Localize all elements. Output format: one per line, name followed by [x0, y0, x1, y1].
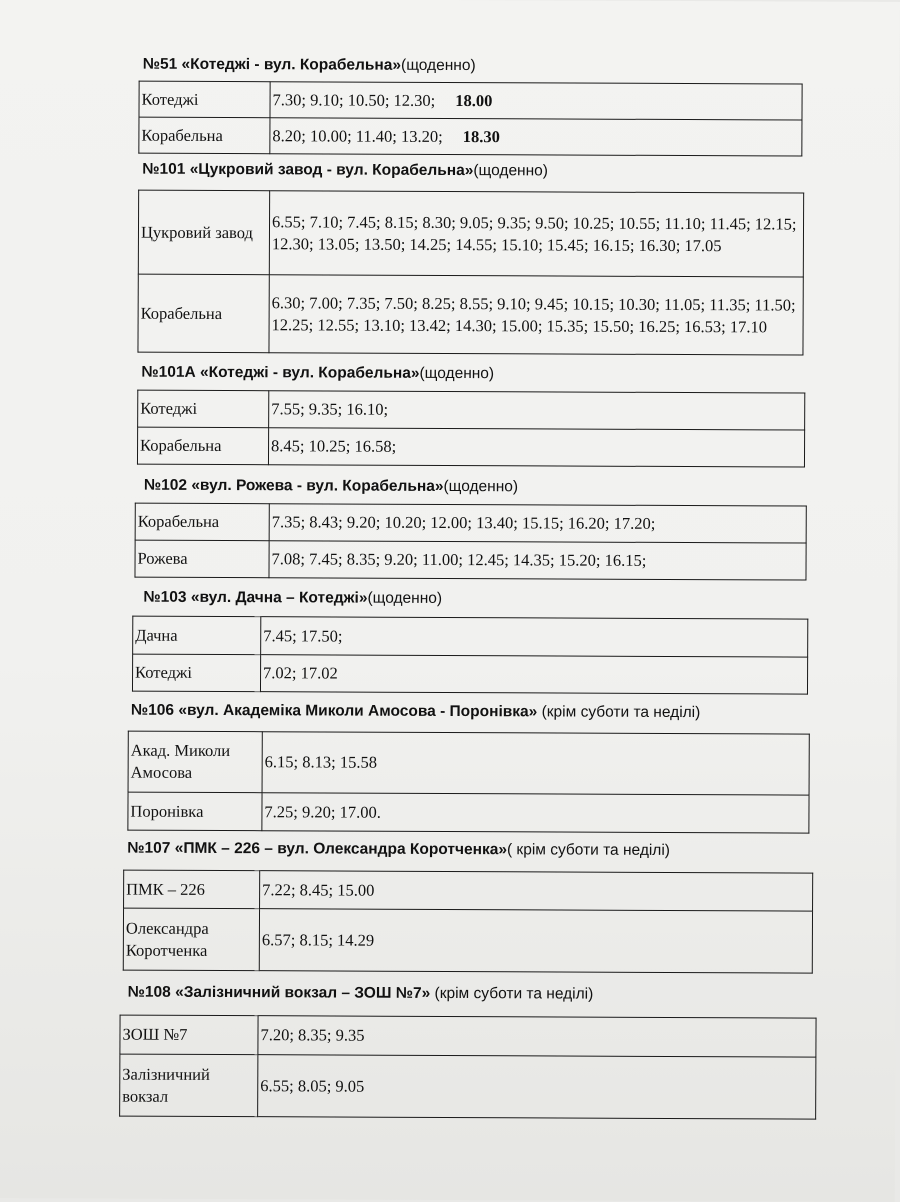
route-days: ( крім суботи та неділі)	[506, 841, 671, 859]
route-108-title	[128, 984, 594, 1004]
stop-name: Поронівка	[128, 792, 262, 831]
route-107-title	[127, 840, 670, 860]
stop-name: Цукровий завод	[138, 190, 269, 275]
route-102-table	[134, 503, 806, 581]
table-row	[128, 731, 809, 795]
stop-name: ПМК – 226	[124, 870, 260, 909]
stop-name: Котеджі	[132, 654, 260, 692]
departure-times: 7.25; 9.20; 17.00.	[262, 793, 809, 833]
route-days: (крім суботи та неділі)	[541, 703, 701, 722]
route-name: «вул. Академіка Миколи Амосова - Поронівка»	[178, 701, 538, 721]
route-number: №101	[142, 160, 186, 178]
table-row	[128, 792, 809, 833]
stop-name: Котеджі	[139, 81, 270, 118]
route-days: (щоденно)	[473, 162, 549, 180]
departure-times: 6.57; 8.15; 14.29	[259, 909, 812, 973]
route-106-title	[131, 702, 700, 722]
stop-name: ЗОШ №7	[120, 1015, 258, 1055]
table-row	[139, 117, 802, 156]
route-108-table	[119, 1015, 816, 1120]
route-102-title	[144, 477, 518, 497]
departure-times: 7.55; 9.35; 16.10;	[269, 391, 805, 430]
departure-times: 6.55; 7.10; 7.45; 8.15; 8.30; 9.05; 9.35; 9.50; 10.25; 10.55; 11.10; 11.45; 12.15; 12.30; 13.05; 13.50; 14.25; 14.55; 15.10; 15.45; 16.15; 16.30; 17.05	[269, 191, 803, 277]
route-days: (щоденно)	[367, 589, 443, 607]
route-name: «Цукровий завод - вул. Корабельна»	[189, 160, 474, 180]
route-name: «Котеджі - вул. Корабельна»	[181, 55, 402, 74]
route-51-title	[143, 56, 476, 75]
table-row	[123, 908, 812, 973]
departure-times: 6.30; 7.00; 7.35; 7.50; 8.25; 8.55; 9.10; 9.45; 10.15; 10.30; 11.05; 11.35; 11.50; 12.25; 12.55; 13.10; 13.42; 14.30; 15.00; 15.35; 15.50; 16.25; 16.53; 17.10	[269, 275, 803, 355]
table-row	[132, 654, 807, 694]
table-row	[133, 616, 808, 657]
route-days: (щоденно)	[443, 477, 519, 496]
table-row	[120, 1015, 816, 1057]
route-103-table	[132, 616, 808, 695]
departure-times: 8.45; 10.25; 16.58;	[268, 428, 804, 467]
table-row	[120, 1054, 816, 1119]
route-101a-table	[137, 390, 805, 468]
table-row	[139, 81, 802, 120]
stop-name: Акад. Миколи Амосова	[128, 731, 262, 793]
route-name: «вул. Рожева - вул. Корабельна»	[191, 476, 444, 495]
route-days: (щоденно)	[419, 364, 495, 383]
stop-name: Котеджі	[138, 390, 269, 428]
table-row	[138, 390, 805, 430]
table-row	[135, 540, 806, 580]
route-103-title	[143, 589, 442, 608]
route-107-table	[123, 870, 813, 974]
route-number: №101А	[141, 363, 196, 381]
route-name: «Котеджі - вул. Корабельна»	[199, 363, 420, 382]
route-number: №103	[143, 588, 187, 606]
stop-name: Рожева	[135, 540, 269, 578]
stop-name: Корабельна	[138, 274, 269, 353]
route-101-table	[137, 190, 804, 356]
departure-times: 7.22; 8.45; 15.00	[260, 871, 813, 911]
route-number: №51	[142, 55, 178, 73]
stop-name: Дачна	[133, 616, 261, 655]
route-101a-title	[141, 364, 494, 384]
stop-name: Корабельна	[135, 503, 269, 541]
route-days: (крім суботи та неділі)	[434, 984, 594, 1003]
departure-times: 7.30; 9.10; 10.50; 12.30; 18.00	[270, 82, 802, 120]
stop-name: Корабельна	[139, 117, 270, 154]
departure-times: 6.55; 8.05; 9.05	[258, 1055, 816, 1119]
route-number: №107	[127, 839, 171, 857]
table-row	[135, 503, 806, 543]
departure-times: 7.45; 17.50;	[261, 617, 808, 657]
route-name: «Залізничний вокзал – ЗОШ №7»	[175, 983, 431, 1002]
table-row	[137, 427, 804, 467]
route-name: «вул. Дачна – Котеджі»	[190, 588, 368, 607]
stop-name: Залізничний вокзал	[120, 1054, 258, 1117]
last-departure: 18.30	[462, 126, 500, 146]
departure-times: 7.20; 8.35; 9.35	[258, 1016, 816, 1057]
last-departure: 18.00	[455, 90, 493, 110]
route-51-table	[138, 81, 802, 157]
table-row	[138, 190, 803, 277]
route-number: №102	[143, 476, 188, 494]
route-days: (щоденно)	[401, 56, 476, 75]
stop-name: Корабельна	[137, 427, 268, 465]
route-number: №106	[130, 701, 175, 719]
departure-times: 7.02; 17.02	[260, 655, 807, 694]
departure-times: 7.08; 7.45; 8.35; 9.20; 11.00; 12.45; 14.35; 15.20; 16.15;	[269, 541, 806, 580]
departure-times: 7.35; 8.43; 9.20; 10.20; 12.00; 13.40; 15.15; 16.20; 17.20;	[269, 504, 806, 543]
route-101-title	[142, 161, 548, 181]
departure-times: 8.20; 10.00; 11.40; 13.20; 18.30	[270, 118, 802, 156]
route-106-table	[127, 731, 809, 834]
route-number: №108	[127, 983, 171, 1001]
stop-name: Олександра Коротченка	[123, 908, 259, 971]
table-row	[124, 870, 813, 911]
table-row	[138, 274, 803, 355]
route-name: «ПМК – 226 – вул. Олександра Коротченка»	[174, 839, 508, 859]
departure-times: 6.15; 8.13; 15.58	[262, 732, 809, 795]
